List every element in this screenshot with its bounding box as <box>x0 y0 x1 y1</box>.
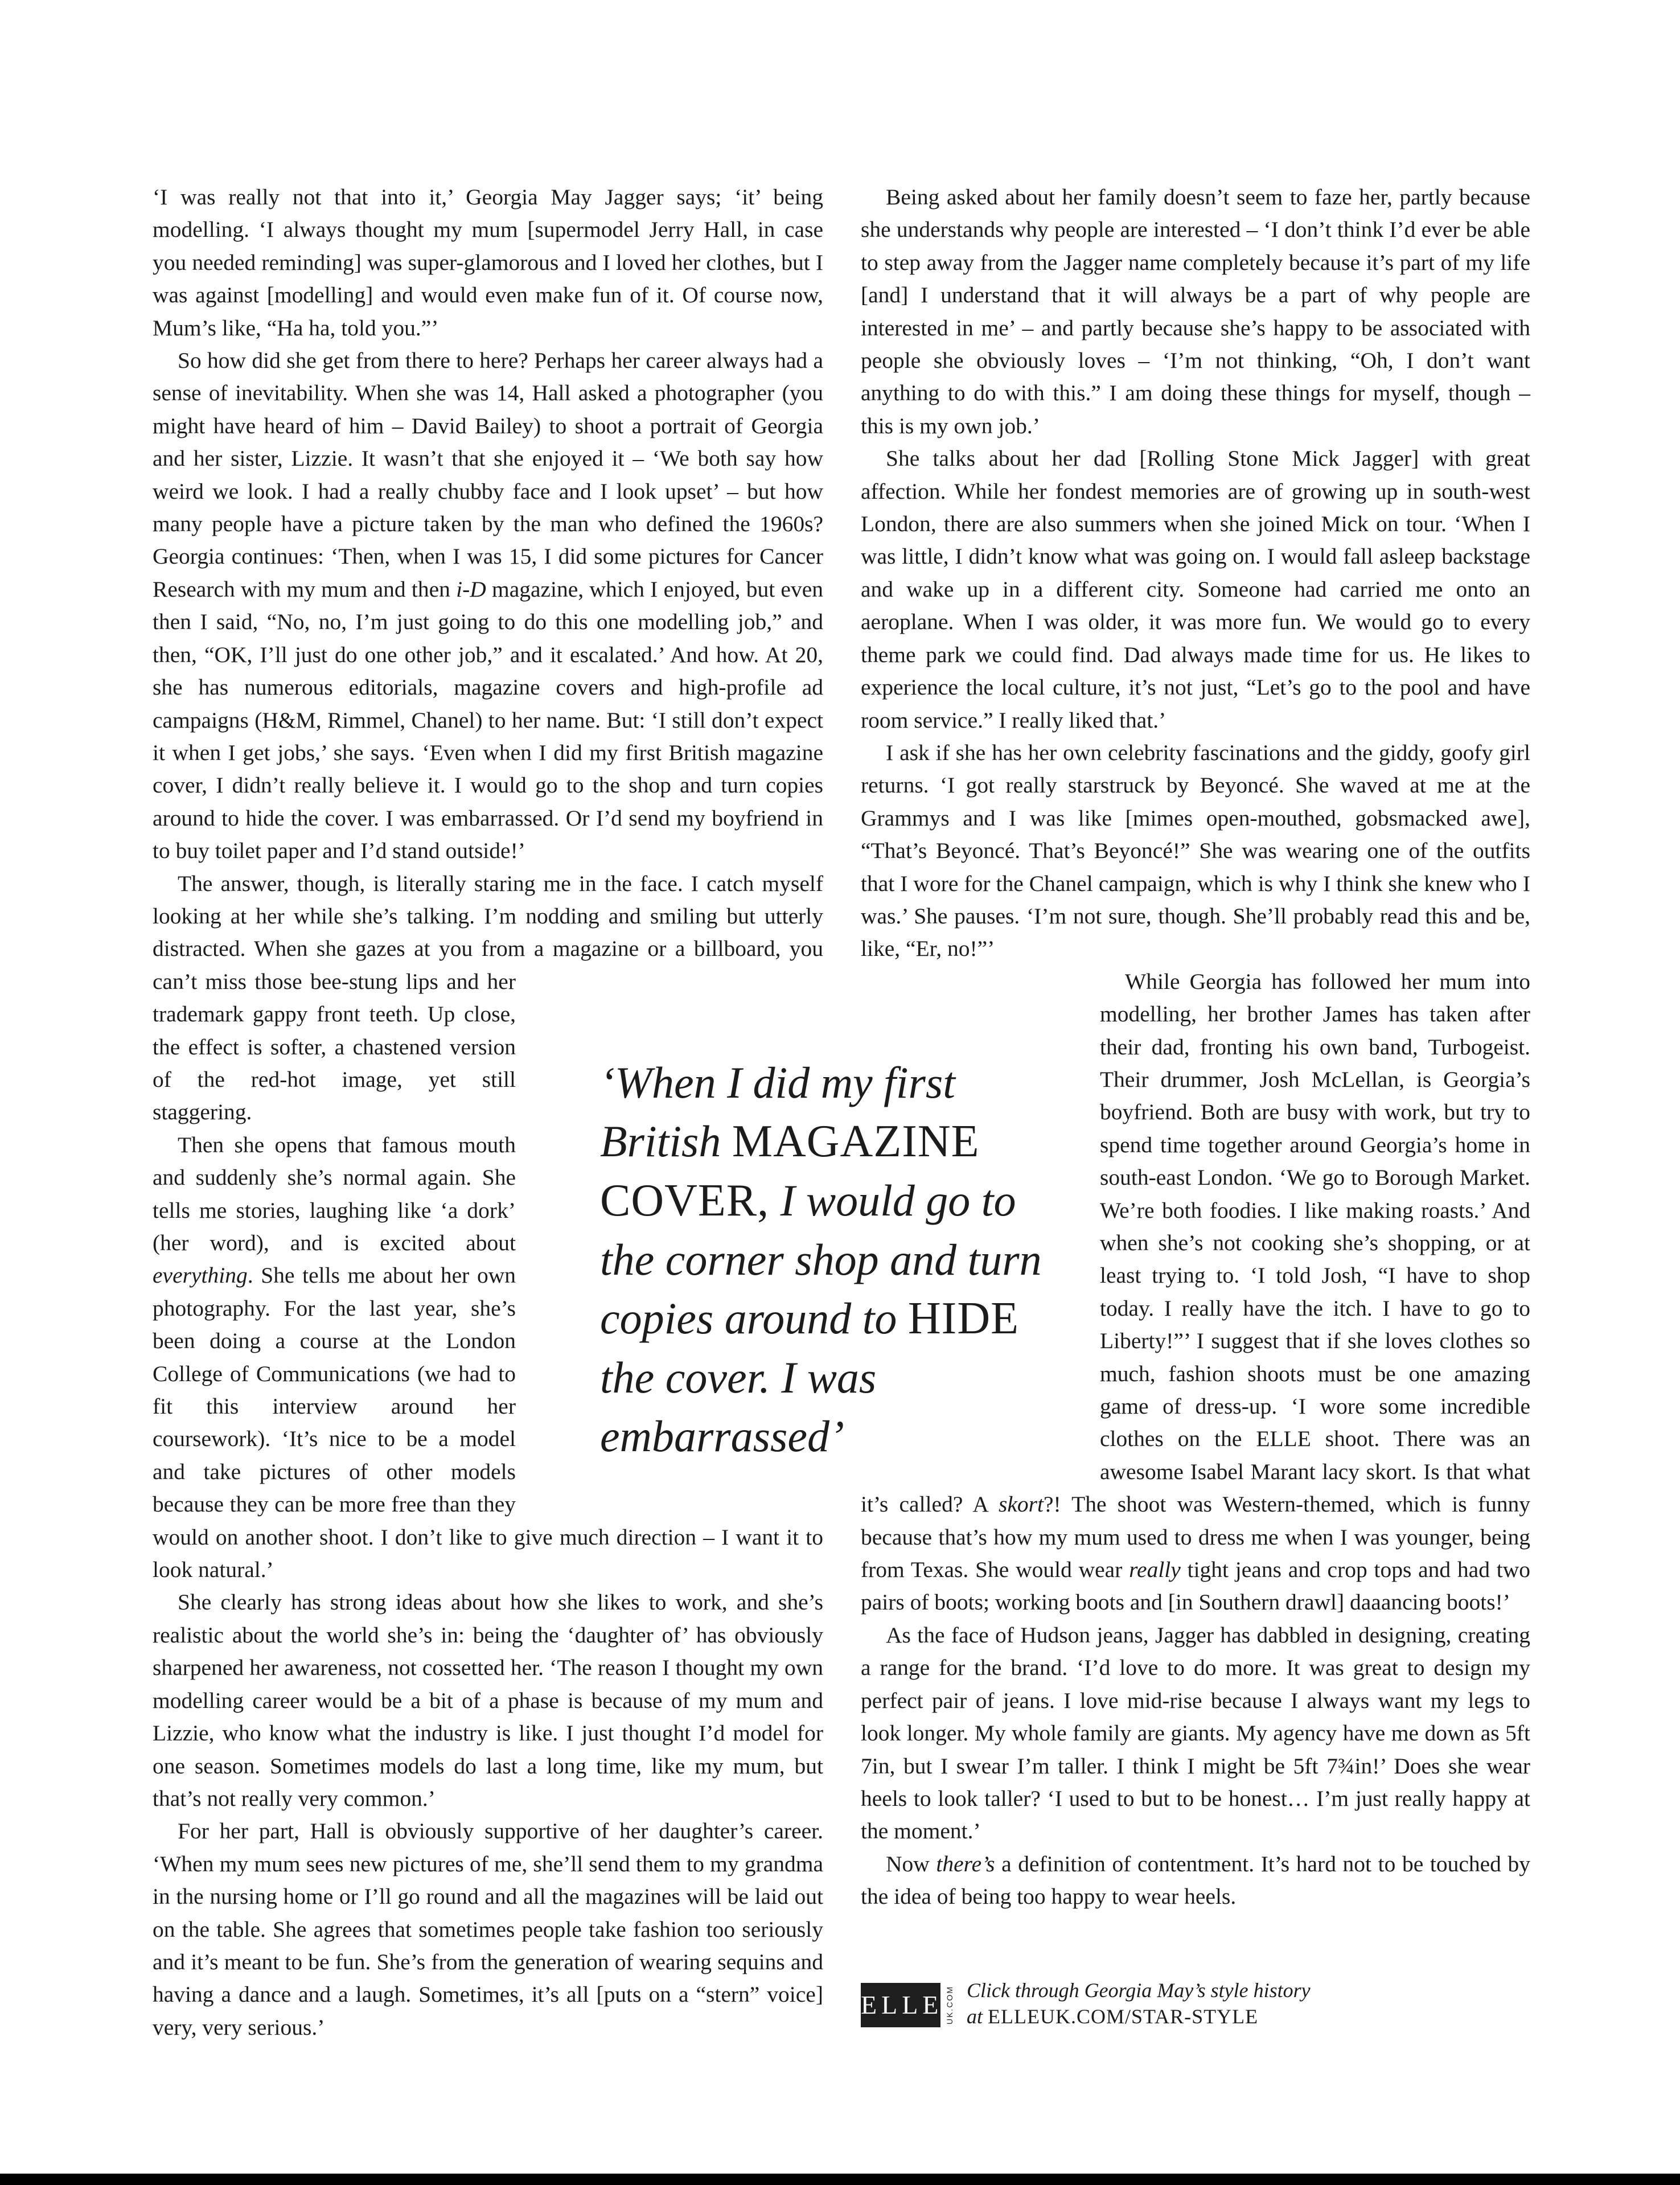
paragraph: As the face of Hudson jeans, Jagger has dabbled in designing, creating a range for the brand. ‘I’d love to do more. It was great to design my perfect pair of jeans. I love mid-rise because I always want my legs to look longer. My whole family are giants. My agency have me down as 5ft 7in, but I swear I’m taller. I think I might be 5ft 7¾in!’ Does she wear heels to look taller? ‘I used to but to be honest… I’m just really happy at the moment.’ <box>861 1622 1530 1844</box>
paragraph: Then she opens that famous mouth and suddenly she’s normal again. She tells me stories, laughing like ‘a dork’ (her word), and is excited about everything. She tells me about her own photography. For the last year, she’s been doing a course at the London College of Communications (we had to fit this interview around her coursework). ‘It’s nice to be a model and take pictures of other models because they can be more free than they would on another shoot. I don’t like to give much direction – I want it to look natural.’ <box>153 1132 823 1583</box>
paragraph: For her part, Hall is obviously supportive of her daughter’s career. ‘When my mum sees new pictures of me, she’ll send them to my grandma in the nursing home or I’ll go round and all the magazines will be laid out on the table. She agrees that sometimes people take fashion too seriously and it’s meant to be fun. She’s from the generation of wearing sequins and having a dance and a laugh. Sometimes, it’s all [puts on a “stern” voice] very, very serious.’ <box>153 1818 823 2040</box>
footer-line-1: Click through Georgia May’s style history <box>967 1979 1311 2002</box>
paragraph: She talks about her dad [Rolling Stone Mick Jagger] with great affection. While her fondest memories are of growing up in south-west London, there are also summers when she joined Mick on tour. ‘When I was little, I didn’t know what was going on. I would fall asleep backstage and wake up in a different city. Someone had carried me onto an aeroplane. When I was older, it was more fun. We would go to every theme park we could find. Dad always made time for us. He likes to experience the local culture, it’s not just, “Let’s go to the pool and have room service.” I really liked that.’ <box>861 446 1530 733</box>
footer-text <box>967 1977 1365 2030</box>
paragraph: The answer, though, is literally staring me in the face. I catch myself looking at her while she’s talking. I’m nodding and smiling but utterly distracted. When she gazes at you from a magazine or a billboard, you can’t miss those bee-stung lips and her trademark gappy front teeth. Up close, the effect is softer, a chastened version of the red-hot image, yet still staggering. <box>153 870 823 1125</box>
paragraph: So how did she get from there to here? Perhaps her career always had a sense of inevitability. When she was 14, Hall asked a photographer (you might have heard of him – David Bailey) to shoot a portrait of Georgia and her sister, Lizzie. It wasn’t that she enjoyed it – ‘We both say how weird we look. I had a really chubby face and I look upset’ – but how many people have a picture taken by the man who defined the 1960s? Georgia continues: ‘Then, when I was 15, I did some pictures for Cancer Research with my mum and then i-D magazine, which I enjoyed, but even then I said, “No, no, I’m just going to do this one modelling job,” and then, “OK, I’ll just do one other job,” and it escalated.’ And how. At 20, she has numerous editorials, magazine covers and high-profile ad campaigns (H&M, Rimmel, Chanel) to her name. But: ‘I still don’t expect it when I get jobs,’ she says. ‘Even when I did my first British magazine cover, I didn’t really believe it. I would go to the shop and turn copies around to hide the cover. I was embarrassed. Or I’d send my boyfriend in to buy toilet paper and I’d stand outside!’ <box>153 348 823 864</box>
paragraph: Now there’s a definition of contentment. It’s hard not to be touched by the idea of being too happy to wear heels. <box>861 1851 1530 1909</box>
pull-quote: ‘When I did my first British MAGAZINE COVER, I would go to the corner shop and turn copies around to HIDE the cover. I was embarrassed’ <box>600 1058 1042 1461</box>
paragraph: She clearly has strong ideas about how she likes to work, and she’s realistic about the world she’s in: being the ‘daughter of’ has obviously sharpened her awareness, not cossetted her. ‘The reason I thought my own modelling career would be a bit of a phase is because of my mum and Lizzie, who know what the industry is like. I just thought I’d model for one season. Sometimes models do last a long time, like my mum, but that’s not really very common.’ <box>153 1590 823 1811</box>
paragraph: ‘I was really not that into it,’ Georgia May Jagger says; ‘it’ being modelling. ‘I always thought my mum [supermodel Jerry Hall, in case you needed reminding] was super-glamorous and I loved her clothes, but I was against [modelling] and would even make fun of it. Of course now, Mum’s like, “Ha ha, told you.”’ <box>153 184 823 340</box>
elle-logo: ELLE <box>861 1983 940 2027</box>
bottom-bar <box>0 2174 1680 2185</box>
elle-logo-sub: UK.COM <box>945 1986 954 2024</box>
paragraph: I ask if she has her own celebrity fascinations and the giddy, goofy girl returns. ‘I got really starstruck by Beyoncé. She waved at me at the Grammys and I was like [mimes open-mouthed, gobsmacked awe], “That’s Beyoncé. That’s Beyoncé!” She was wearing one of the outfits that I wore for the Chanel campaign, which is why I think she knew who I was.’ She pauses. ‘I’m not sure, though. She’ll probably read this and be, like, “Er, no!”’ <box>861 740 1530 962</box>
footer-url-link[interactable]: ELLEUK.COM/STAR-STYLE <box>988 2005 1259 2028</box>
paragraph: While Georgia has followed her mum into modelling, her brother James has taken after their dad, fronting his own band, Turbogeist. Their drummer, Josh McLellan, is Georgia’s boyfriend. Both are busy with work, but try to spend time together around Georgia’s home in south-east London. ‘We go to Borough Market. We’re both foodies. I like making roasts.’ And when she’s not cooking she’s shopping, or at least trying to. ‘I told Josh, “I have to shop today. I really have the itch. I have to go to Liberty!”’ I suggest that if she loves clothes so much, fashion shoots must be one amazing game of dress-up. ‘I wore some incredible clothes on the ELLE shoot. There was an awesome Isabel Marant lacy skort. Is that what it’s called? A skort?! The shoot was Western-themed, which is funny because that’s how my mum used to dress me when I was younger, being from Texas. She would wear really tight jeans and crop tops and had two pairs of boots; working boots and [in Southern drawl] daaancing boots!’ <box>861 968 1530 1615</box>
right-column <box>861 181 1530 1913</box>
paragraph: Being asked about her family doesn’t seem to faze her, partly because she understands why people are interested – ‘I don’t think I’d ever be able to step away from the Jagger name completely because it’s part of my life [and] I understand that it will always be a part of why people are interested in me’ – and partly because she’s happy to be associated with people she obviously loves – ‘I’m not thinking, “Oh, I don’t want anything to do with this.” I am doing these things for myself, though – this is my own job.’ <box>861 184 1530 438</box>
footer-line-2: at ELLEUK.COM/STAR-STYLE <box>967 2005 1259 2028</box>
